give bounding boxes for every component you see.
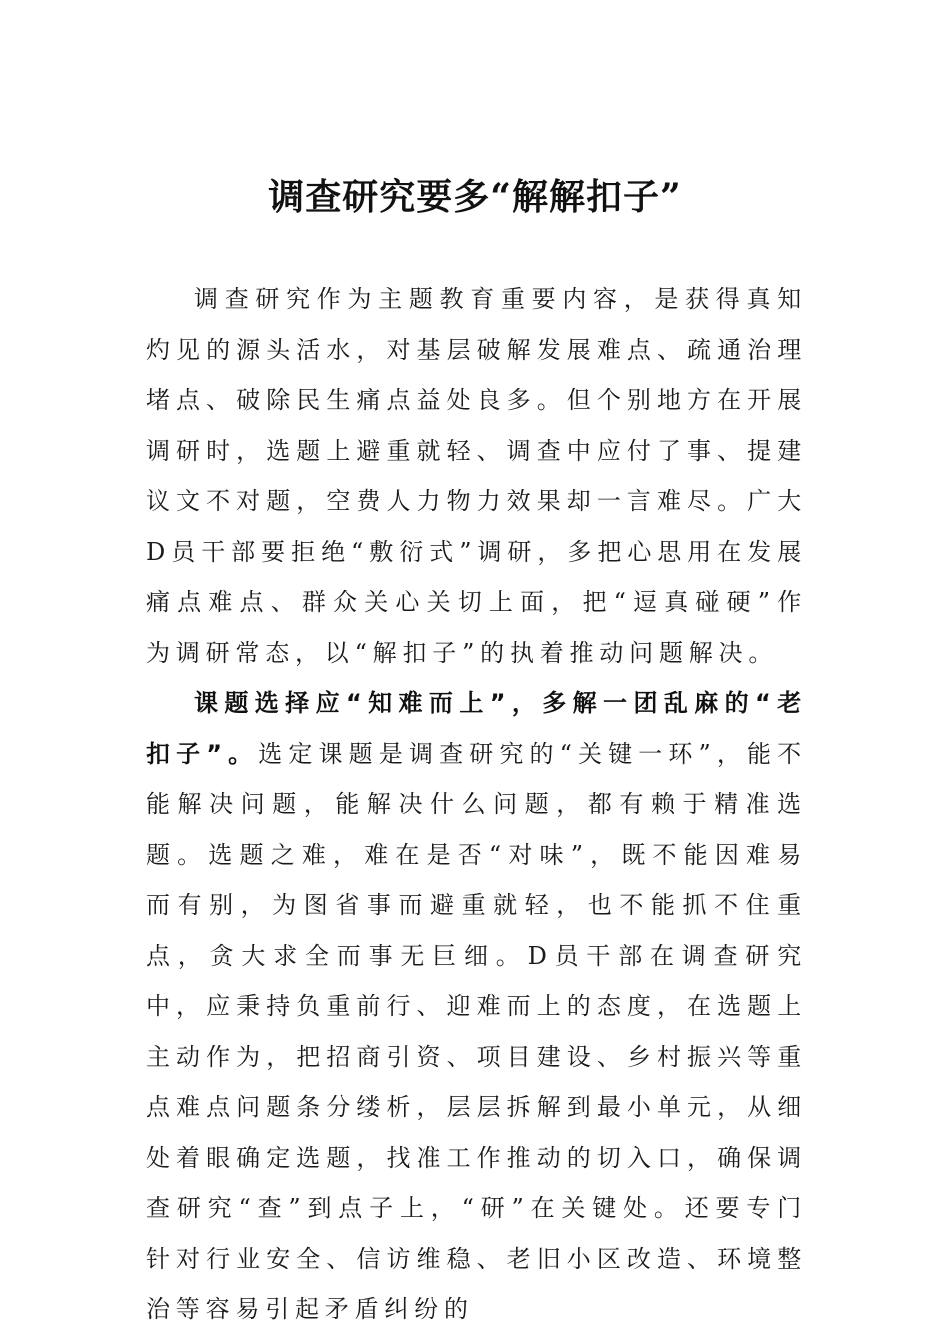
document-body [146, 274, 807, 1335]
paragraph-intro-text: 调查研究作为主题教育重要内容，是获得真知灼见的源头活水，对基层破解发展难点、疏通治理堵点、破除民生痛点益处良多。但个别地方在开展调研时，选题上避重就轻、调查中应付了事、提建议文不对题，空费人力物力效果却一言难尽。广大D员干部要拒绝“敷衍式”调研，多把心思用在发展痛点难点、群众关心关切上面，把“逗真碰硬”作为调研常态，以“解扣子”的执着推动问题解决。 [146, 285, 807, 667]
paragraph-intro [146, 274, 807, 678]
paragraph-topic-selection-text: 选定课题是调查研究的“关键一环”，能不能解决问题，能解决什么问题，都有赖于精准选题。选题之难，难在是否“对味”，既不能因难易而有别，为图省事而避重就轻，也不能抓不住重点，贪大求全而事无巨细。D员干部在调查研究中，应秉持负重前行、迎难而上的态度，在选题上主动作为，把招商引资、项目建设、乡村振兴等重点难点问题条分缕析，层层拆解到最小单元，从细处着眼确定选题，找准工作推动的切入口，确保调查研究“查”到点子上，“研”在关键处。还要专门针对行业安全、信访维稳、老旧小区改造、环境整治等容易引起矛盾纠纷的 [146, 739, 807, 1323]
paragraph-topic-selection [146, 678, 807, 1335]
document-title: 调查研究要多“解解扣子” [268, 176, 682, 218]
paragraph-topic-selection-lead: 课题选择应“知难而上”，多解一团乱麻的“老扣子”。 [146, 689, 807, 768]
